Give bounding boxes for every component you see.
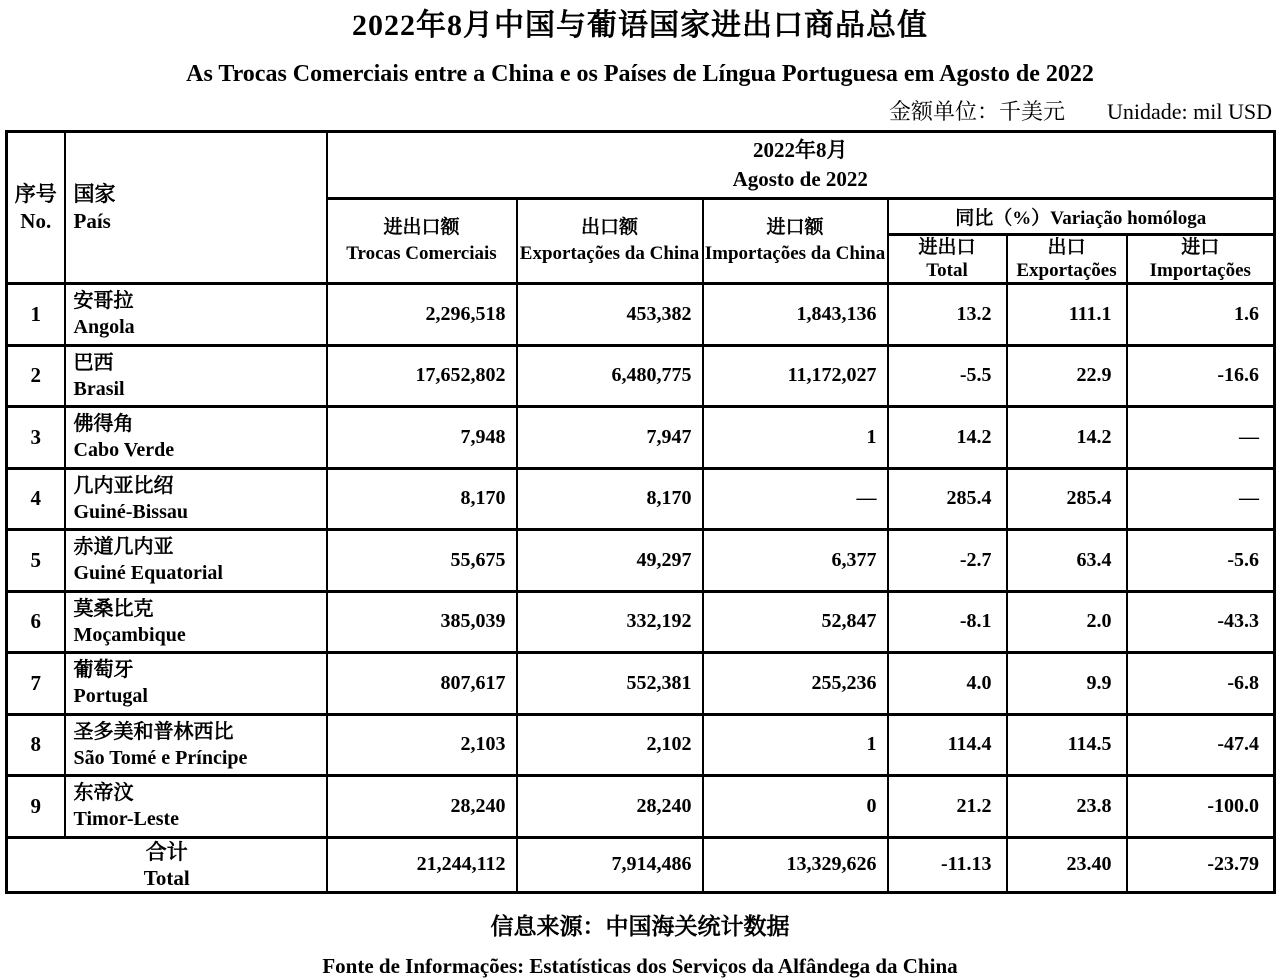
trade-value: 2,296,518: [327, 284, 517, 346]
total-trade-value: 21,244,112: [327, 837, 517, 892]
yoy-exports-value: 22.9: [1007, 345, 1127, 407]
table-row: [7, 468, 1275, 530]
trade-value: 28,240: [327, 776, 517, 838]
country-name-zh: 圣多美和普林西比: [73, 720, 234, 743]
total-row: [7, 837, 1275, 892]
yoy-total-value: 285.4: [888, 468, 1007, 530]
col-header-yoy-imports: [1127, 235, 1275, 284]
total-imports-value: 13,329,626: [703, 837, 888, 892]
yoy-imports-value: 1.6: [1127, 284, 1275, 346]
page-title-zh: 2022年8月中国与葡语国家进出口商品总值: [352, 9, 928, 42]
col-header-no-zh: 序号: [14, 181, 57, 206]
imports-value: 1,843,136: [703, 284, 888, 346]
total-yoy-exports-value: 23.40: [1007, 837, 1127, 892]
yoy-exports-value: 114.5: [1007, 714, 1127, 776]
yoy-total-value: 21.2: [888, 776, 1007, 838]
col-header-period-pt: Agosto de 2022: [732, 167, 868, 191]
table-row: [7, 714, 1275, 776]
unit-label-zh: 金额单位：千美元: [888, 99, 1065, 124]
country-cell: [65, 776, 327, 838]
country-cell: [65, 468, 327, 530]
col-header-imports-zh: 进口额: [766, 217, 824, 238]
yoy-total-value: 4.0: [888, 653, 1007, 715]
yoy-exports-value: 9.9: [1007, 653, 1127, 715]
total-yoy-total-value: -11.13: [888, 837, 1007, 892]
country-cell: [65, 714, 327, 776]
yoy-exports-value: 285.4: [1007, 468, 1127, 530]
yoy-imports-value: -47.4: [1127, 714, 1275, 776]
country-cell: [65, 530, 327, 592]
row-number: 2: [7, 345, 65, 407]
country-name-pt: Brasil: [73, 377, 125, 400]
imports-value: 11,172,027: [703, 345, 888, 407]
col-header-exports: [517, 199, 703, 284]
trade-value: 807,617: [327, 653, 517, 715]
country-cell: [65, 284, 327, 346]
yoy-total-value: -8.1: [888, 591, 1007, 653]
trade-value: 8,170: [327, 468, 517, 530]
unit-label-pt: Unidade: mil USD: [1107, 99, 1272, 124]
country-name-zh: 几内亚比绍: [73, 474, 174, 497]
total-label-pt: Total: [143, 865, 190, 890]
yoy-imports-value: —: [1127, 468, 1275, 530]
total-label: [7, 837, 327, 892]
table-row: [7, 653, 1275, 715]
col-header-exports-zh: 出口额: [580, 217, 638, 238]
country-name-zh: 巴西: [73, 351, 114, 374]
col-header-country-pt: País: [73, 208, 111, 233]
imports-value: 1: [703, 714, 888, 776]
country-cell: [65, 653, 327, 715]
col-header-period: [327, 132, 1275, 199]
yoy-total-value: 14.2: [888, 407, 1007, 469]
imports-value: 255,236: [703, 653, 888, 715]
table-row: [7, 591, 1275, 653]
country-name-pt: Guiné-Bissau: [73, 500, 188, 523]
yoy-total-value: -5.5: [888, 345, 1007, 407]
exports-value: 552,381: [517, 653, 703, 715]
col-header-yoy: 同比（%）Variação homóloga: [888, 199, 1275, 235]
exports-value: 6,480,775: [517, 345, 703, 407]
yoy-exports-value: 63.4: [1007, 530, 1127, 592]
col-header-yoy-exports-zh: 出口: [1047, 237, 1086, 258]
yoy-imports-value: -100.0: [1127, 776, 1275, 838]
trade-table: [5, 130, 1276, 894]
row-number: 8: [7, 714, 65, 776]
row-number: 7: [7, 653, 65, 715]
country-cell: [65, 345, 327, 407]
source-note-zh: 信息来源：中国海关统计数据: [490, 912, 790, 939]
total-yoy-imports-value: -23.79: [1127, 837, 1275, 892]
col-header-no-pt: No.: [20, 208, 52, 233]
country-name-zh: 安哥拉: [73, 290, 134, 313]
yoy-imports-value: -6.8: [1127, 653, 1275, 715]
yoy-imports-value: -5.6: [1127, 530, 1275, 592]
exports-value: 8,170: [517, 468, 703, 530]
imports-value: 0: [703, 776, 888, 838]
table-body: [7, 284, 1275, 838]
col-header-country-zh: 国家: [73, 181, 116, 206]
row-number: 4: [7, 468, 65, 530]
col-header-yoy-total: [888, 235, 1007, 284]
country-name-zh: 佛得角: [73, 413, 134, 436]
table-row: [7, 530, 1275, 592]
col-header-no: [7, 132, 65, 284]
yoy-exports-value: 23.8: [1007, 776, 1127, 838]
col-header-country: [65, 132, 327, 284]
total-exports-value: 7,914,486: [517, 837, 703, 892]
exports-value: 28,240: [517, 776, 703, 838]
row-number: 5: [7, 530, 65, 592]
table-row: [7, 284, 1275, 346]
exports-value: 332,192: [517, 591, 703, 653]
trade-value: 17,652,802: [327, 345, 517, 407]
trade-value: 385,039: [327, 591, 517, 653]
col-header-imports: [703, 199, 888, 284]
yoy-exports-value: 111.1: [1007, 284, 1127, 346]
yoy-imports-value: -16.6: [1127, 345, 1275, 407]
col-header-exports-pt: Exportações da China: [519, 243, 700, 264]
country-name-pt: Timor-Leste: [73, 808, 180, 831]
yoy-total-value: -2.7: [888, 530, 1007, 592]
exports-value: 49,297: [517, 530, 703, 592]
country-name-pt: Angola: [73, 316, 135, 339]
imports-value: 52,847: [703, 591, 888, 653]
col-header-trade: [327, 199, 517, 284]
table-row: [7, 776, 1275, 838]
country-name-zh: 赤道几内亚: [73, 536, 174, 559]
row-number: 9: [7, 776, 65, 838]
col-header-yoy-total-pt: Total: [926, 260, 968, 281]
country-cell: [65, 591, 327, 653]
exports-value: 2,102: [517, 714, 703, 776]
col-header-yoy-exports: [1007, 235, 1127, 284]
page-title-pt: As Trocas Comerciais entre a China e os Países de Língua Portuguesa em Agosto de 2022: [186, 61, 1094, 87]
col-header-trade-zh: 进出口额: [383, 217, 460, 238]
unit-line: [0, 98, 1280, 126]
col-header-yoy-imports-zh: 进口: [1181, 237, 1220, 258]
trade-value: 2,103: [327, 714, 517, 776]
imports-value: 1: [703, 407, 888, 469]
country-name-pt: Guiné Equatorial: [73, 562, 223, 585]
country-name-pt: São Tomé e Príncipe: [73, 746, 248, 769]
table-row: [7, 345, 1275, 407]
country-name-pt: Moçambique: [73, 623, 186, 646]
header-row-period: [7, 132, 1275, 199]
row-number: 3: [7, 407, 65, 469]
country-name-zh: 莫桑比克: [73, 597, 154, 620]
col-header-yoy-total-zh: 进出口: [918, 237, 976, 258]
trade-value: 7,948: [327, 407, 517, 469]
trade-value: 55,675: [327, 530, 517, 592]
country-cell: [65, 407, 327, 469]
total-label-zh: 合计: [145, 839, 188, 864]
col-header-yoy-imports-pt: Importações: [1149, 260, 1251, 281]
row-number: 6: [7, 591, 65, 653]
yoy-total-value: 114.4: [888, 714, 1007, 776]
yoy-exports-value: 14.2: [1007, 407, 1127, 469]
col-header-trade-pt: Trocas Comerciais: [346, 243, 497, 264]
exports-value: 453,382: [517, 284, 703, 346]
yoy-imports-value: —: [1127, 407, 1275, 469]
row-number: 1: [7, 284, 65, 346]
yoy-total-value: 13.2: [888, 284, 1007, 346]
country-name-pt: Portugal: [73, 685, 148, 708]
col-header-yoy-exports-pt: Exportações: [1016, 260, 1117, 281]
imports-value: 6,377: [703, 530, 888, 592]
col-header-imports-pt: Importações da China: [704, 243, 886, 264]
col-header-period-zh: 2022年8月: [753, 138, 848, 162]
table-row: [7, 407, 1275, 469]
exports-value: 7,947: [517, 407, 703, 469]
country-name-pt: Cabo Verde: [73, 439, 175, 462]
yoy-exports-value: 2.0: [1007, 591, 1127, 653]
country-name-zh: 东帝汶: [73, 782, 134, 805]
source-note-pt: Fonte de Informações: Estatísticas dos Serviços da Alfândega da China: [322, 953, 958, 978]
country-name-zh: 葡萄牙: [73, 659, 134, 682]
imports-value: —: [703, 468, 888, 530]
yoy-imports-value: -43.3: [1127, 591, 1275, 653]
